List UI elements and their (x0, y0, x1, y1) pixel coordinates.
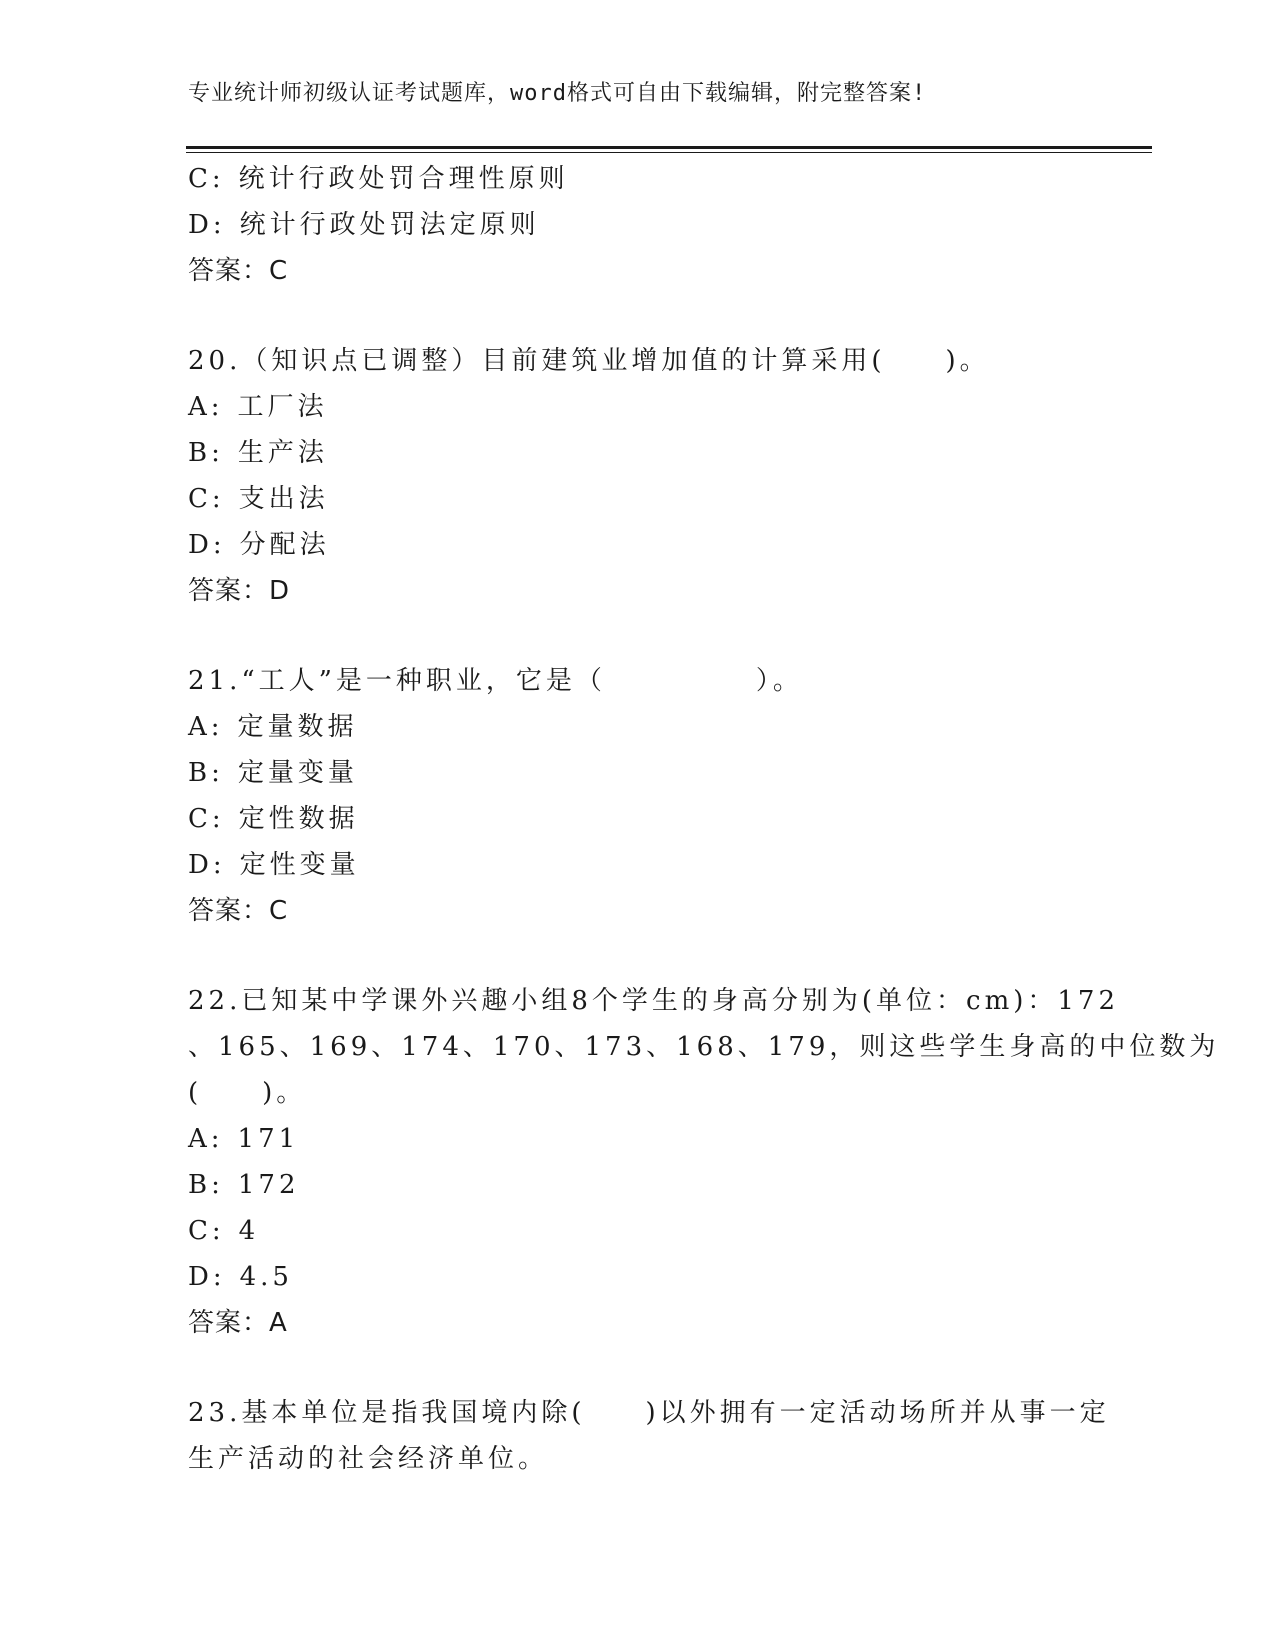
option-c (188, 1208, 1088, 1254)
option-key: D: (188, 850, 226, 880)
option-text: 统计行政处罚合理性原则 (238, 164, 569, 194)
option-key: C: (188, 1216, 225, 1246)
question-stem-22-line-3: ( )。 (188, 1078, 307, 1108)
option-key: B: (188, 758, 224, 788)
option-text: 172 (237, 1170, 300, 1200)
option-b (188, 1162, 1088, 1208)
question-content (188, 156, 1220, 1482)
option-d (188, 1254, 1088, 1300)
option-text: 支出法 (238, 484, 329, 514)
option-text: 工厂法 (237, 392, 328, 422)
question-stem-20: 20.（知识点已调整）目前建筑业增加值的计算采用( )。 (188, 346, 990, 376)
option-text: 分配法 (239, 530, 330, 560)
option-text: 171 (237, 1124, 300, 1154)
option-key: D: (188, 210, 226, 240)
question-stem-23-line-2: 生产活动的社会经济单位。 (188, 1444, 549, 1474)
option-a (188, 1116, 1088, 1162)
question-stem-23-line-1: 23.基本单位是指我国境内除( )以外拥有一定活动场所并从事一定 (188, 1398, 1110, 1428)
header-rule-thick (186, 146, 1152, 149)
option-c (188, 476, 1088, 522)
question-stem-22-line-2: 、165、169、174、170、173、168、179，则这些学生身高的中位数为 (188, 1032, 1220, 1062)
question-stem-22-line-1: 22.已知某中学课外兴趣小组8个学生的身高分别为(单位：cm)：172 (188, 986, 1120, 1016)
option-b (188, 430, 1088, 476)
option-d (188, 842, 1088, 888)
option-key: B: (188, 438, 224, 468)
option-a (188, 704, 1088, 750)
option-key: D: (188, 1262, 226, 1292)
answer-line: 答案：C (188, 896, 289, 926)
option-text: 生产法 (237, 438, 328, 468)
header-note: 专业统计师初级认证考试题库，word格式可自由下载编辑，附完整答案! (188, 81, 927, 106)
answer-line: 答案：A (188, 1308, 288, 1338)
question-stem-21: 21.“工人”是一种职业，它是（ ）。 (188, 666, 803, 696)
option-key: C: (188, 484, 225, 514)
option-a (188, 384, 1088, 430)
option-key: D: (188, 530, 226, 560)
option-key: B: (188, 1170, 224, 1200)
header-rule-thin (186, 152, 1152, 153)
option-d (188, 202, 1088, 248)
option-text: 定量数据 (237, 712, 358, 742)
option-text: 定性变量 (239, 850, 360, 880)
option-text: 4.5 (239, 1262, 293, 1292)
answer-line: 答案：D (188, 576, 291, 606)
option-key: A: (188, 1124, 224, 1154)
option-c (188, 796, 1088, 842)
answer-line: 答案：C (188, 256, 289, 286)
option-c (188, 156, 1088, 202)
option-key: C: (188, 164, 225, 194)
option-key: A: (188, 712, 224, 742)
option-text: 定量变量 (237, 758, 358, 788)
option-text: 4 (238, 1216, 260, 1246)
option-b (188, 750, 1088, 796)
option-d (188, 522, 1088, 568)
option-key: A: (188, 392, 224, 422)
option-text: 统计行政处罚法定原则 (239, 210, 540, 240)
option-text: 定性数据 (238, 804, 359, 834)
option-key: C: (188, 804, 225, 834)
